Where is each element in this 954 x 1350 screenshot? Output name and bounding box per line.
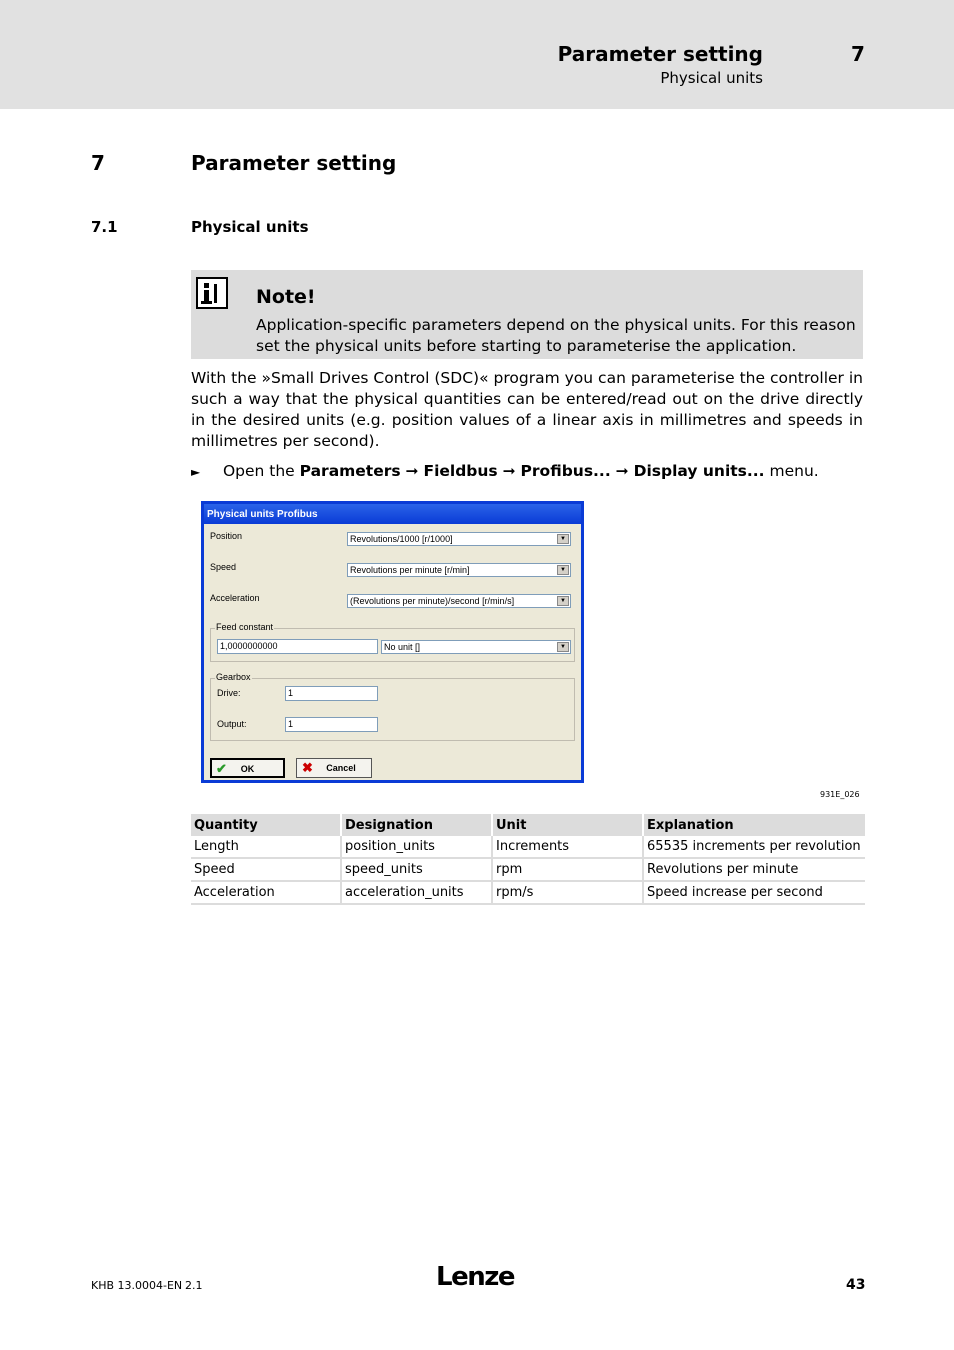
- note-title: Note!: [256, 286, 316, 308]
- instruction-step: [191, 462, 819, 480]
- section-number: 7: [91, 151, 105, 175]
- table-cell: 65535 increments per revolution: [643, 836, 865, 858]
- instruction-suffix: menu.: [769, 462, 819, 480]
- feed-unit-select[interactable]: [381, 640, 571, 654]
- units-table: [191, 814, 865, 905]
- note-box: [191, 270, 863, 359]
- table-header-cell: Unit: [492, 814, 643, 836]
- output-label: Output:: [217, 719, 247, 729]
- table-cell: position_units: [341, 836, 492, 858]
- menu-arrow-icon: ➞: [615, 462, 629, 480]
- lenze-logo: Lenze: [436, 1262, 514, 1292]
- table-header-cell: Quantity: [191, 814, 341, 836]
- acceleration-label: Acceleration: [210, 593, 260, 603]
- speed-select[interactable]: [347, 563, 571, 577]
- section-title: Parameter setting: [191, 151, 397, 175]
- position-select[interactable]: [347, 532, 571, 546]
- table-row: [191, 836, 865, 858]
- table-row: [191, 858, 865, 881]
- menu-fieldbus: Fieldbus: [423, 462, 498, 480]
- menu-arrow-icon: ➞: [405, 462, 419, 480]
- table-cell: acceleration_units: [341, 881, 492, 904]
- chevron-down-icon[interactable]: ▼: [557, 534, 569, 544]
- footer-version: 2.1: [185, 1279, 203, 1292]
- position-select-value: Revolutions/1000 [r/1000]: [350, 534, 453, 544]
- menu-parameters: Parameters: [299, 462, 401, 480]
- drive-label: Drive:: [217, 688, 241, 698]
- header-chapter: 7: [851, 42, 865, 66]
- chevron-down-icon[interactable]: ▼: [557, 565, 569, 575]
- footer-document-id: KHB 13.0004-EN: [91, 1279, 183, 1292]
- header-title: Parameter setting: [557, 42, 763, 66]
- speed-select-value: Revolutions per minute [r/min]: [350, 565, 470, 575]
- info-icon: [196, 277, 228, 309]
- speed-label: Speed: [210, 562, 237, 572]
- menu-display-units: Display units...: [633, 462, 765, 480]
- menu-arrow-icon: ➞: [502, 462, 516, 480]
- close-icon: ✖: [302, 760, 313, 775]
- table-cell: Speed: [191, 858, 341, 881]
- acceleration-select[interactable]: [347, 594, 571, 608]
- figure-caption: 931E_026: [820, 790, 860, 799]
- intro-paragraph: With the »Small Drives Control (SDC)« program you can parameterise the controller in such a way that the physical quantities can be entered/read out on the drive directly in the desired units (e.g. position values of a linear axis in millimetres and speeds in millimetres per second).: [191, 369, 863, 450]
- drive-input[interactable]: 1: [285, 686, 378, 701]
- table-cell: rpm/s: [492, 881, 643, 904]
- table-cell: Acceleration: [191, 881, 341, 904]
- dialog-title: Physical units Profibus: [204, 504, 581, 524]
- page-header: [0, 0, 954, 109]
- ok-button-label: OK: [240, 764, 255, 774]
- table-row: [191, 881, 865, 904]
- header-subtitle: Physical units: [660, 69, 763, 87]
- bullet-arrow-icon: ►: [191, 465, 201, 479]
- position-label: Position: [210, 531, 243, 541]
- cancel-button[interactable]: [296, 758, 372, 778]
- chevron-down-icon[interactable]: ▼: [557, 642, 569, 652]
- gearbox-label: Gearbox: [216, 672, 251, 682]
- page-number: 43: [846, 1277, 866, 1293]
- table-cell: Speed increase per second: [643, 881, 865, 904]
- table-cell: Increments: [492, 836, 643, 858]
- feed-unit-value: No unit []: [384, 642, 421, 652]
- table-header-cell: Designation: [341, 814, 492, 836]
- chevron-down-icon[interactable]: ▼: [557, 596, 569, 606]
- acceleration-select-value: (Revolutions per minute)/second [r/min/s]: [350, 596, 515, 606]
- ok-button[interactable]: [210, 758, 285, 778]
- table-cell: Revolutions per minute: [643, 858, 865, 881]
- subsection-number: 7.1: [91, 218, 118, 236]
- table-header-cell: Explanation: [643, 814, 865, 836]
- gearbox-group: [210, 678, 575, 741]
- table-cell: speed_units: [341, 858, 492, 881]
- table-header-row: [191, 814, 865, 836]
- check-icon: ✔: [216, 761, 227, 776]
- output-input[interactable]: 1: [285, 717, 378, 732]
- table-cell: rpm: [492, 858, 643, 881]
- instruction-prefix: Open the: [222, 462, 295, 480]
- subsection-title: Physical units: [191, 218, 309, 236]
- cancel-button-label: Cancel: [326, 763, 356, 773]
- feed-constant-input[interactable]: 1,0000000000: [217, 639, 378, 654]
- note-text: Application-specific parameters depend on the physical units. For this reason set the physical units before starting to parameterise the application.: [256, 316, 856, 355]
- feed-constant-label: Feed constant: [216, 622, 274, 632]
- menu-profibus: Profibus...: [520, 462, 611, 480]
- table-cell: Length: [191, 836, 341, 858]
- dialog-body: [204, 524, 581, 780]
- physical-units-dialog: [201, 501, 584, 783]
